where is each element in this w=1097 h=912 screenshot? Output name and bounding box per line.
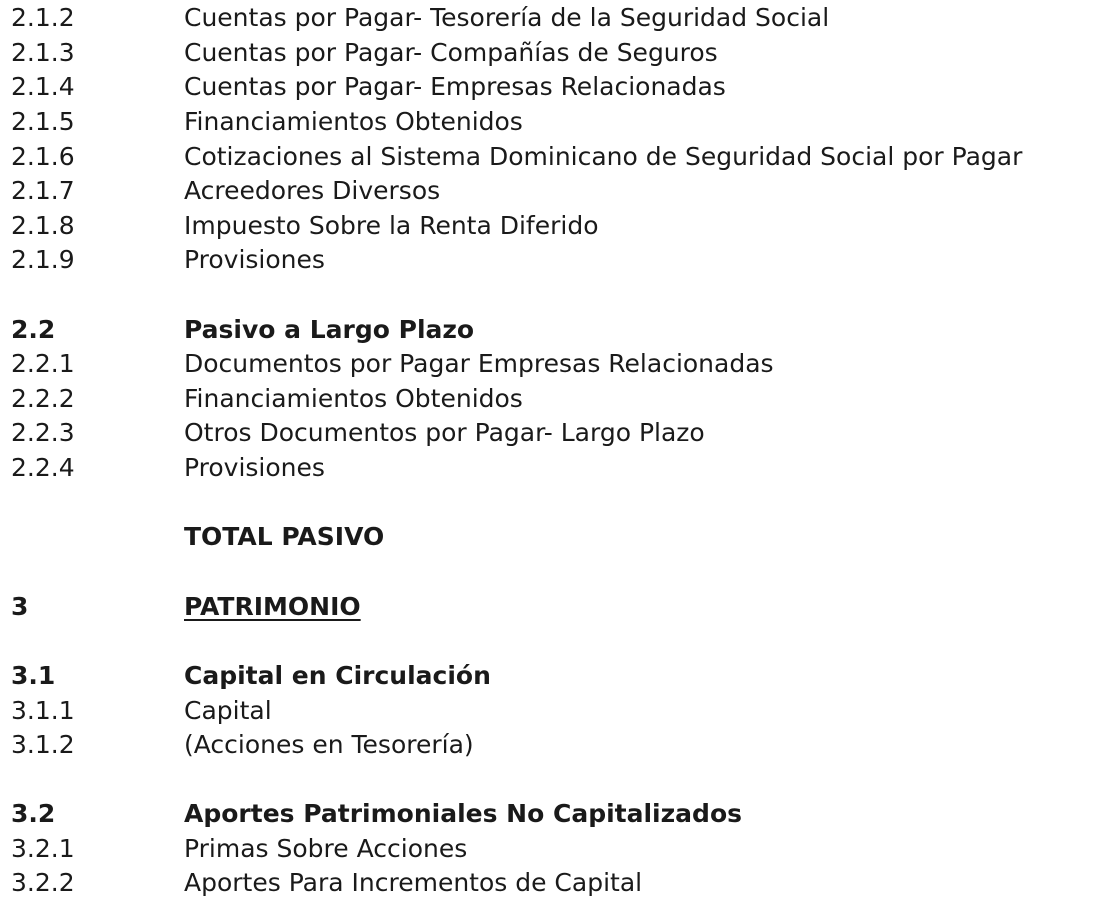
account-code: 2.1.4 (11, 72, 75, 101)
account-name: Otros Documentos por Pagar- Largo Plazo (184, 418, 705, 447)
account-row (0, 243, 1097, 277)
account-name: Financiamientos Obtenidos (184, 107, 523, 136)
section-code: 3.1 (11, 661, 56, 690)
account-row (0, 70, 1097, 104)
account-name: Cuentas por Pagar- Empresas Relacionadas (184, 72, 726, 101)
total-heading (0, 520, 1097, 554)
section-code: 3.2 (11, 799, 56, 828)
account-code: 2.1.7 (11, 176, 75, 205)
account-code: 2.1.8 (11, 211, 75, 240)
account-name: Primas Sobre Acciones (184, 834, 468, 863)
section-title: Aportes Patrimoniales No Capitalizados (184, 799, 742, 828)
account-name: Capital (184, 696, 272, 725)
major-section-heading (0, 590, 1097, 624)
section-code: 3 (11, 592, 29, 621)
account-name: Cuentas por Pagar- Tesorería de la Seguridad Social (184, 3, 830, 32)
total-title: TOTAL PASIVO (184, 522, 385, 551)
account-code: 2.1.9 (11, 245, 75, 274)
section-title: PATRIMONIO (184, 592, 361, 621)
account-name: Financiamientos Obtenidos (184, 384, 523, 413)
account-code: 2.1.3 (11, 38, 75, 67)
account-code: 2.1.2 (11, 3, 75, 32)
account-code: 3.1.2 (11, 730, 75, 759)
account-row (0, 866, 1097, 900)
account-row (0, 174, 1097, 208)
section-title: Capital en Circulación (184, 661, 491, 690)
account-row (0, 209, 1097, 243)
account-name: Cotizaciones al Sistema Dominicano de Seguridad Social por Pagar (184, 142, 1023, 171)
account-code: 2.1.5 (11, 107, 75, 136)
account-name: Documentos por Pagar Empresas Relacionadas (184, 349, 774, 378)
account-name: Aportes Para Incrementos de Capital (184, 868, 643, 897)
account-name: Provisiones (184, 453, 325, 482)
account-code: 3.1.1 (11, 696, 75, 725)
account-row (0, 451, 1097, 485)
account-row (0, 347, 1097, 381)
account-code: 2.2.3 (11, 418, 75, 447)
section-heading (0, 659, 1097, 693)
account-code: 2.1.6 (11, 142, 75, 171)
section-code: 2.2 (11, 315, 56, 344)
account-row (0, 728, 1097, 762)
account-code: 2.2.1 (11, 349, 75, 378)
section-heading (0, 313, 1097, 347)
account-code: 2.2.2 (11, 384, 75, 413)
account-name: Impuesto Sobre la Renta Diferido (184, 211, 599, 240)
account-row (0, 832, 1097, 866)
account-row (0, 416, 1097, 450)
account-name: Acreedores Diversos (184, 176, 441, 205)
account-name: Cuentas por Pagar- Compañías de Seguros (184, 38, 718, 67)
account-code: 3.2.1 (11, 834, 75, 863)
account-row (0, 382, 1097, 416)
account-row (0, 694, 1097, 728)
account-code: 2.2.4 (11, 453, 75, 482)
account-code: 3.2.2 (11, 868, 75, 897)
account-name: Provisiones (184, 245, 325, 274)
account-name: (Acciones en Tesorería) (184, 730, 474, 759)
account-row (0, 105, 1097, 139)
account-row (0, 1, 1097, 35)
account-row (0, 140, 1097, 174)
section-heading (0, 797, 1097, 831)
account-row (0, 36, 1097, 70)
section-title: Pasivo a Largo Plazo (184, 315, 475, 344)
